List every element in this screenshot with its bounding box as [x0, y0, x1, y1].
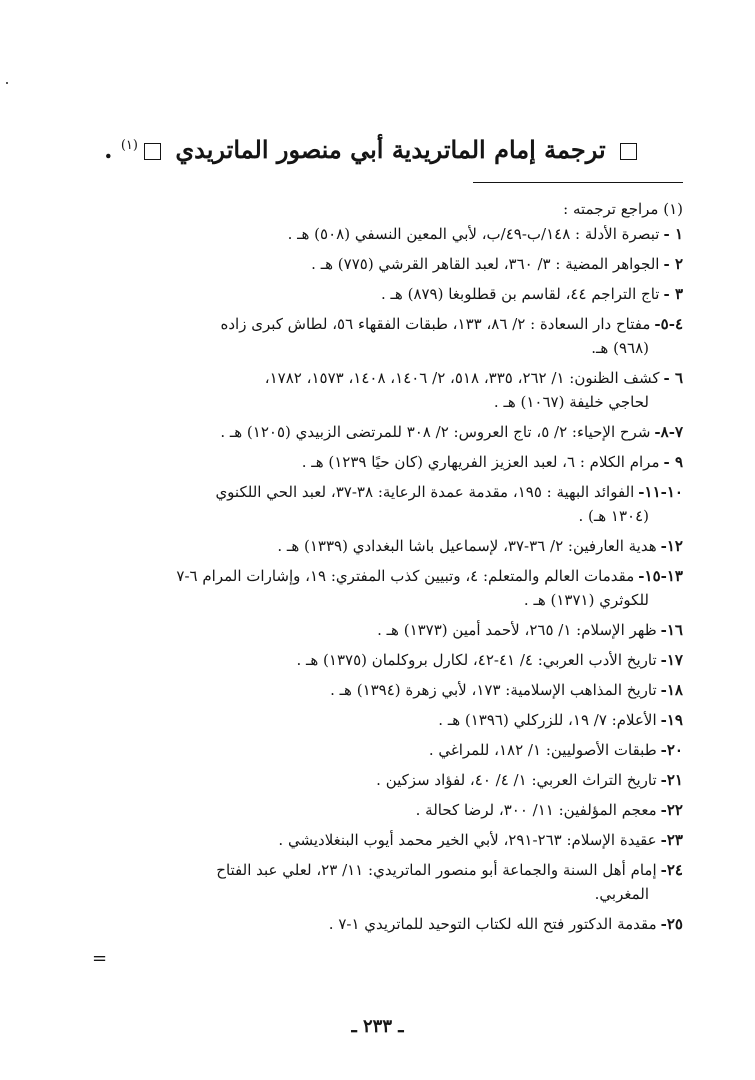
- reference-entry: [113, 912, 683, 936]
- page-number: ـ ٢٣٣ ـ: [351, 1016, 404, 1037]
- entry-text: مقدمات العالم والمتعلم: ٤، وتبيين كذب المفتري: ١٩، وإشارات المرام ٦-٧: [176, 567, 635, 585]
- footnotes: [113, 196, 683, 942]
- title-text: ترجمة إمام الماتريدية أبي منصور الماتريدي: [175, 135, 606, 164]
- reference-entry: [113, 534, 683, 558]
- entry-text: تاريخ المذاهب الإسلامية: ١٧٣، لأبي زهرة (١٣٩٤) هـ .: [330, 681, 657, 699]
- entry-number: ٤-٥-: [654, 315, 683, 333]
- entry-text: تاريخ الأدب العربي: ٤/ ٤١-٤٢، لكارل بروكلمان (١٣٧٥) هـ .: [296, 651, 657, 669]
- square-bullet-icon: [620, 143, 637, 160]
- reference-entry: [113, 738, 683, 762]
- entry-continuation: لحاجي خليفة (١٠٦٧) هـ .: [493, 393, 649, 411]
- entry-text: معجم المؤلفين: ١١/ ٣٠٠، لرضا كحالة .: [415, 801, 657, 819]
- entry-number: ١٣-١٥-: [638, 567, 683, 585]
- entry-number: ٢٠-: [660, 741, 683, 759]
- entry-text: ظهر الإسلام: ١/ ٢٦٥، لأحمد أمين (١٣٧٣) هـ .: [377, 621, 657, 639]
- reference-entry: [113, 222, 683, 246]
- reference-list: [113, 222, 683, 936]
- reference-entry: [113, 768, 683, 792]
- entry-number: ١٨-: [660, 681, 683, 699]
- entry-number: ١٧-: [660, 651, 683, 669]
- entry-number: ٢٥-: [660, 915, 683, 933]
- entry-number: ٢ -: [663, 255, 683, 273]
- entry-number: ١٦-: [660, 621, 683, 639]
- entry-number: ٢٤-: [660, 861, 683, 879]
- reference-entry: [113, 648, 683, 672]
- entry-number: ٩ -: [663, 453, 683, 471]
- reference-entry: [113, 312, 683, 360]
- entry-text: مقدمة الدكتور فتح الله لكتاب التوحيد للماتريدي ١-٧ .: [328, 915, 657, 933]
- reference-entry: [113, 564, 683, 612]
- entry-text: الجواهر المضية : ٣/ ٣٦٠، لعبد القاهر القرشي (٧٧٥) هـ .: [311, 255, 660, 273]
- entry-text: شرح الإحياء: ٢/ ٥، تاج العروس: ٢/ ٣٠٨ للمرتضى الزبيدي (١٢٠٥) هـ .: [220, 423, 651, 441]
- reference-entry: [113, 450, 683, 474]
- entry-text: كشف الظنون: ١/ ٢٦٢، ٣٣٥، ٥١٨، ٢/ ١٤٠٦، ١٤٠٨، ١٥٧٣، ١٧٨٢،: [264, 369, 660, 387]
- reference-entry: [113, 420, 683, 444]
- entry-text: إمام أهل السنة والجماعة أبو منصور الماتريدي: ١١/ ٢٣، لعلي عبد الفتاح: [216, 861, 657, 879]
- reference-entry: [113, 480, 683, 528]
- reference-entry: [113, 678, 683, 702]
- entry-text: الأعلام: ٧/ ١٩، للزركلي (١٣٩٦) هـ .: [438, 711, 657, 729]
- reference-entry: [113, 282, 683, 306]
- reference-entry: [113, 828, 683, 852]
- footnote-heading: (١) مراجع ترجمته :: [563, 200, 683, 218]
- entry-text: هدية العارفين: ٢/ ٣٦-٣٧، لإسماعيل باشا البغدادي (١٣٣٩) هـ .: [277, 537, 657, 555]
- entry-continuation: (٩٦٨) هـ.: [591, 339, 649, 357]
- entry-continuation: المغربي.: [594, 885, 649, 903]
- section-title: [104, 128, 643, 168]
- reference-entry: [113, 366, 683, 414]
- entry-number: ٢١-: [660, 771, 683, 789]
- entry-number: ١ -: [663, 225, 683, 243]
- entry-number: ١٠-١١-: [638, 483, 683, 501]
- entry-number: ٢٢-: [660, 801, 683, 819]
- entry-number: ٣ -: [663, 285, 683, 303]
- reference-entry: [113, 858, 683, 906]
- entry-text: تبصرة الأدلة : ١٤٨/ب-٤٩/ب، لأبي المعين النسفي (٥٠٨) هـ .: [287, 225, 660, 243]
- reference-entry: [113, 618, 683, 642]
- reference-entry: [113, 798, 683, 822]
- footnote-separator: [473, 182, 683, 183]
- entry-text: مفتاح دار السعادة : ٢/ ٨٦، ١٣٣، طبقات الفقهاء ٥٦، لطاش كبرى زاده: [220, 315, 651, 333]
- entry-number: ١٩-: [660, 711, 683, 729]
- footnote-marker: (١): [120, 138, 138, 153]
- reference-entry: [113, 708, 683, 732]
- entry-text: الفوائد البهية : ١٩٥، مقدمة عمدة الرعاية: ٣٨-٣٧، لعبد الحي اللكنوي: [215, 483, 635, 501]
- margin-mark: =: [92, 948, 108, 969]
- entry-number: ١٢-: [660, 537, 683, 555]
- square-bullet-icon: [144, 143, 161, 160]
- entry-text: تاريخ التراث العربي: ١/ ٤/ ٤٠، لفؤاد سزكين .: [376, 771, 657, 789]
- entry-text: طبقات الأصوليين: ١/ ١٨٢، للمراغي .: [428, 741, 657, 759]
- scan-speck: [6, 82, 8, 84]
- entry-continuation: للكوثري (١٣٧١) هـ .: [523, 591, 649, 609]
- entry-number: ٦ -: [663, 369, 683, 387]
- entry-number: ٢٣-: [660, 831, 683, 849]
- title-end-punct: .: [104, 135, 113, 164]
- entry-text: مرام الكلام : ٦، لعبد العزيز الفريهاري (كان حيًا ١٢٣٩) هـ .: [301, 453, 660, 471]
- reference-entry: [113, 252, 683, 276]
- entry-text: عقيدة الإسلام: ٢٦٣-٢٩١، لأبي الخير محمد أيوب البنغلاديشي .: [278, 831, 657, 849]
- entry-text: تاج التراجم ٤٤، لقاسم بن قطلوبغا (٨٧٩) هـ .: [380, 285, 660, 303]
- entry-number: ٧-٨-: [654, 423, 683, 441]
- entry-continuation: (١٣٠٤ هـ) .: [578, 507, 649, 525]
